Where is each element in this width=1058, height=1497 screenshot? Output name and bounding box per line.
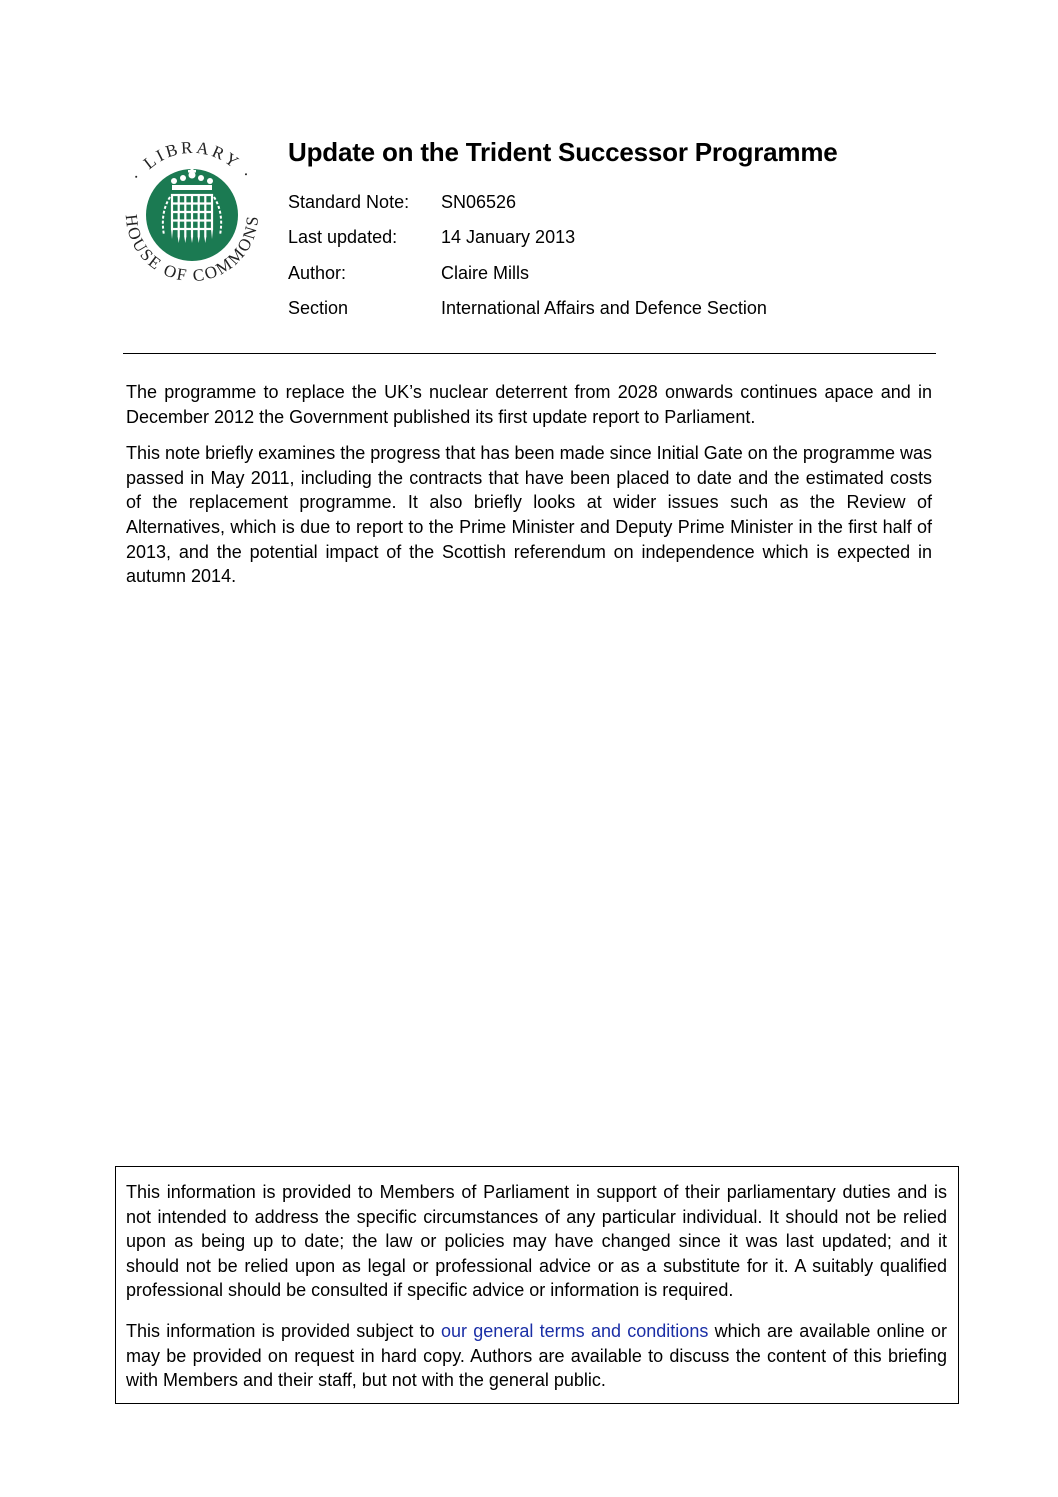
disclaimer-text-after-link: which are available online or may be provided on request in hard copy. Authors are available to discuss the content of this briefing with Members and their staff, but not with the general public. [126, 1320, 947, 1391]
page-title: Update on the Trident Successor Programme [288, 137, 838, 167]
meta-row-author [288, 261, 767, 296]
disclaimer-paragraph [126, 1319, 947, 1393]
meta-row-standard-note [288, 190, 767, 225]
meta-row-last-updated [288, 225, 767, 260]
disclaimer-paragraph: This information is provided to Members of Parliament in support of their parliamentary duties and is not intended to address the specific circumstances of any particular individual. It should not be relied upon as being up to date; the law or policies may have changed since it was last updated; and it should not be relied upon as legal or professional advice or as a substitute for it. A suitably qualified professional should be consulted if specific advice or information is required. [126, 1182, 947, 1301]
disclaimer-text [126, 1180, 947, 1409]
header-divider [123, 353, 936, 354]
summary-paragraph: The programme to replace the UK’s nuclear deterrent from 2028 onwards continues apace and in December 2012 the Government published its first update report to Parliament. [126, 382, 932, 427]
summary [126, 380, 932, 601]
note-metadata [288, 190, 767, 331]
meta-label: Author: [288, 262, 347, 283]
disclaimer-text-before-link: This information is provided subject to [126, 1320, 441, 1341]
meta-label: Standard Note: [288, 192, 410, 212]
portcullis-seal-icon [112, 135, 272, 295]
meta-value: International Affairs and Defence Section [441, 297, 767, 318]
meta-label: Section [288, 297, 349, 318]
meta-row-section [288, 296, 767, 331]
house-of-commons-library-logo [112, 135, 272, 295]
svg-text:HOUSE OF COMMONS: HOUSE OF COMMONS [121, 213, 263, 286]
svg-text:· LIBRARY ·: · LIBRARY · [126, 137, 258, 185]
meta-value: SN06526 [441, 192, 517, 212]
meta-label: Last updated: [288, 227, 398, 248]
meta-value: 14 January 2013 [441, 227, 576, 248]
meta-value: Claire Mills [441, 262, 530, 283]
terms-and-conditions-link[interactable]: our general terms and conditions [440, 1320, 709, 1341]
disclaimer-box [115, 1166, 959, 1404]
summary-paragraph: This note briefly examines the progress that has been made since Initial Gate on the programme was passed in May 2011, including the contracts that have been placed to date and the estimated costs of the replacement programme. It also briefly looks at wider issues such as the Review of Alternatives, which is due to report to the Prime Minister and Deputy Prime Minister in the first half of 2013, and the potential impact of the Scottish referendum on independence which is expected in autumn 2014. [126, 443, 932, 587]
